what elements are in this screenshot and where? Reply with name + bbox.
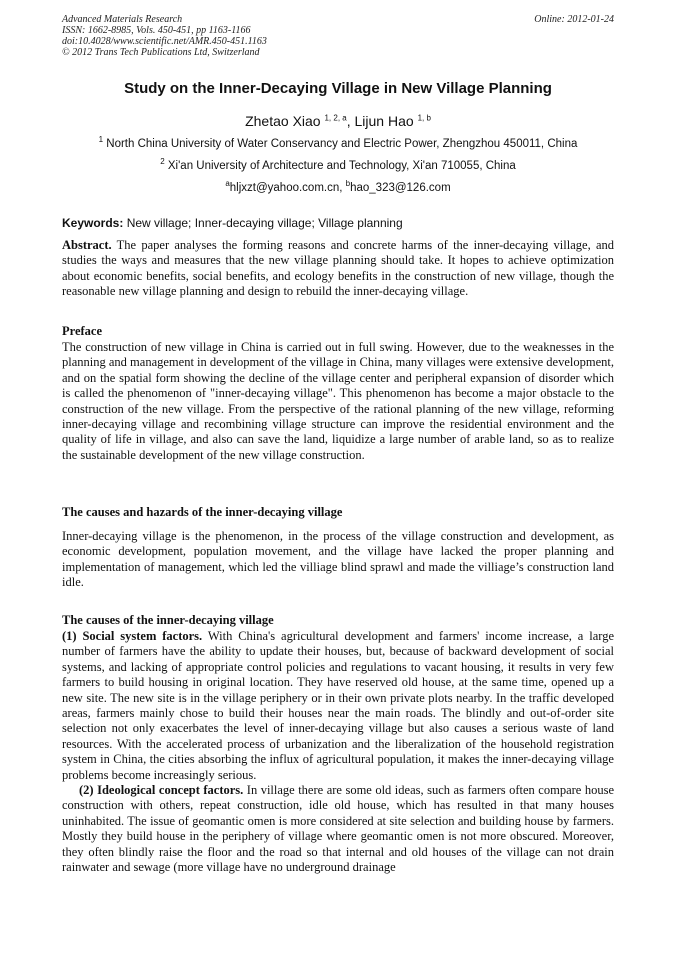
author-line: [62, 113, 614, 129]
section-heading-preface: Preface: [62, 324, 103, 338]
section-heading-causes-hazards: The causes and hazards of the inner-decaying village: [62, 505, 343, 519]
keywords-label: Keywords:: [62, 216, 124, 230]
ideological-factors-text: In village there are some old ideas, such as farmers often compare house construction with others, repeat construction, idle old house, which has resulted in that many houses uninhabited. The issue of geomantic omen is more considered at site selection and building house by farmers. Mostly they build house in the periphery of village where geomantic omen is not more obscured. Moreover, they often blindly raise the floor and the road so that internal and old houses of the village can not drain rainwater and sewage (more village have no underground drainage: [62, 783, 614, 875]
journal-name: Advanced Materials Research: [62, 14, 183, 25]
email-marker: a: [225, 179, 230, 189]
paper-title: Study on the Inner-Decaying Village in New Village Planning: [124, 80, 552, 97]
doi-line: doi:10.4028/www.scientific.net/AMR.450-451.1163: [62, 36, 267, 47]
section-heading-causes: The causes of the inner-decaying village: [62, 613, 274, 627]
author-name: Lijun Hao: [354, 113, 414, 129]
abstract-text: The paper analyses the forming reasons and concrete harms of the inner-decaying village, and studies the ways and measures that the new village planning should take. It hopes to achieve optimization about economic benefits, social benefits, and ecology benefits in the construction of new village, though the reasonable new village planning and design to rebuild the inner-decaying village.: [62, 238, 614, 299]
email-marker: b: [345, 179, 351, 189]
author-affil-marker: 1, b: [417, 113, 431, 123]
affiliation-marker: 2: [160, 157, 165, 167]
author-separator: ,: [346, 113, 355, 129]
online-date: Online: 2012-01-24: [534, 14, 614, 25]
social-factors-text: With China's agricultural development and farmers' income increase, a large number of farmers have the ability to update their houses, but, because of backward development of social systems, and lacking of appropriate control policies and regulations to vacant housing, it results in very few farmers to build housing in original location. They have reserved old house, at the same time, opened up a new site. The new site is in the village periphery or in their own private plots nearby. In the traffic developed areas, farmers mainly chose to build their houses near the main roads. The blindly and out-of-order site selection not only exacerbates the level of inner-decaying village but also causes a serious waste of land resources. With the accelerated process of urbanization and the liberalization of the household registration system in China, the cities absorbing the influx of agricultural population, it makes the inner-decaying village problems become increasingly serious.: [62, 629, 614, 782]
social-factors-label: (1) Social system factors.: [62, 629, 203, 643]
affiliation: [62, 157, 614, 172]
email-address: hao_323@126.com: [350, 182, 451, 194]
abstract-label: Abstract.: [62, 238, 112, 252]
preface-text: The construction of new village in China is carried out in full swing. However, due to the weaknesses in the planning and management in development of the village in China, many villages were extensive development, and on the spatial form showing the decline of the village center and peripheral expansion of disorder which is called the phenomenon of "inner-decaying village". This phenomenon has become a major obstacle to the construction of the new village. From the perspective of the rational planning of the new village, reforming inner-decaying village and recombining village structure can improve the residential environment and the quality of life in village, and also can save the land, liquidize a large number of arable land, so as to realize the sustainable development of the new village construction.: [62, 340, 614, 462]
causes-paragraphs: [62, 629, 614, 876]
preface-paragraph: [62, 340, 614, 463]
author-affil-marker: 1, 2, a: [324, 113, 347, 123]
author-name: Zhetao Xiao: [245, 113, 321, 129]
affiliation: [62, 135, 614, 150]
keywords: [62, 216, 614, 230]
ideological-factors-paragraph: [62, 783, 614, 875]
affiliation-marker: 1: [98, 135, 104, 145]
copyright-line: © 2012 Trans Tech Publications Ltd, Switzerland: [62, 47, 260, 58]
causes-hazards-paragraph: [62, 529, 614, 591]
email-line: [62, 179, 614, 194]
ideological-factors-label: (2) Ideological concept factors.: [79, 783, 244, 798]
social-factors-paragraph: [62, 629, 614, 783]
abstract: [62, 238, 614, 300]
journal-header: [62, 14, 267, 58]
email-address: hljxzt@yahoo.com.cn,: [229, 182, 346, 194]
issn-line: ISSN: 1662-8985, Vols. 450-451, pp 1163-1166: [62, 25, 251, 36]
keywords-text: New village; Inner-decaying village; Village planning: [123, 216, 403, 230]
causes-hazards-text: Inner-decaying village is the phenomenon, in the process of the village construction and development, as economic development, population movement, and the village have lacked the proper planning and implementation of management, which led the villiage blind sprawl and made the villiage’s construction land idle.: [62, 529, 614, 590]
affiliation-text: North China University of Water Conservancy and Electric Power, Zhengzhou 450011, China: [106, 138, 578, 150]
affiliation-text: Xi'an University of Architecture and Technology, Xi'an 710055, China: [167, 160, 516, 172]
